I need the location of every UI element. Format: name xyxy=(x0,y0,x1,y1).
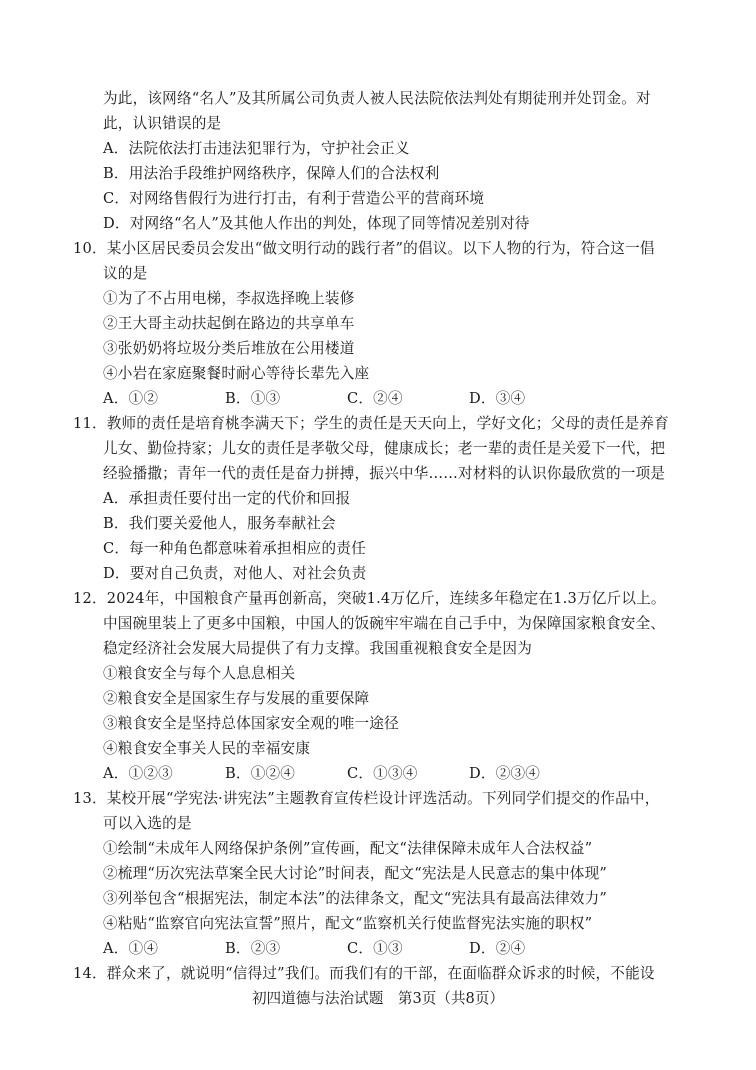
q13-line-1: 13．某校开展“学宪法·讲宪法”主题教育宣传栏设计评选活动。下列同学们提交的作品中， xyxy=(73,790,660,807)
q13-statement-4: ④粘贴“监察官向宪法宣誓”照片，配文“监察机关行使监督宪法实施的职权” xyxy=(103,915,593,932)
q9-line-2: 此，认识错误的是 xyxy=(103,115,222,132)
page-footer: 初四道德与法治试题 第3页（共8页） xyxy=(251,990,505,1007)
q12-statement-1: ①粮食安全与每个人息息相关 xyxy=(103,665,296,682)
q12-statement-3: ③粮食安全是坚持总体国家安全观的唯一途径 xyxy=(103,715,399,732)
q13-option-d: D．②④ xyxy=(469,940,526,957)
q13-option-c: C．①③ xyxy=(347,940,403,957)
q10-line-2: 议的是 xyxy=(103,265,148,282)
q11-option-a: A．承担责任要付出一定的代价和回报 xyxy=(103,490,351,507)
q10-options xyxy=(103,389,591,409)
q10-statement-1: ①为了不占用电梯，李叔选择晚上装修 xyxy=(103,290,355,307)
q9-option-b: B．用法治手段维护网络秩序，保障人们的合法权利 xyxy=(103,165,440,182)
q12-line-3: 稳定经济社会发展大局提供了有力支撑。我国重视粮食安全是因为 xyxy=(103,640,533,657)
q12-statement-2: ②粮食安全是国家生存与发展的重要保障 xyxy=(103,690,370,707)
q13-statement-3: ③列举包含“根据宪法，制定本法”的法律条文，配文“宪法具有最高法律效力” xyxy=(103,890,608,907)
q13-line-2: 可以入选的是 xyxy=(103,815,192,832)
q13-options xyxy=(103,939,591,959)
q10-option-c: C．②④ xyxy=(347,390,403,407)
q11-option-d: D．要对自己负责，对他人、对社会负责 xyxy=(103,565,367,582)
q10-option-b: B．①③ xyxy=(225,390,281,407)
q10-line-1: 10．某小区居民委员会发出“做文明行动的践行者”的倡议。以下人物的行为，符合这一倡 xyxy=(73,240,655,257)
q10-statement-4: ④小岩在家庭聚餐时耐心等待长辈先入座 xyxy=(103,365,370,382)
q13-option-b: B．②③ xyxy=(225,940,281,957)
q13-statement-2: ②梳理“历次宪法草案全民大讨论”时间表，配文“宪法是人民意志的集中体现” xyxy=(103,865,608,882)
q11-option-b: B．我们要关爱他人，服务奉献社会 xyxy=(103,515,336,532)
q12-option-d: D．②③④ xyxy=(469,765,541,782)
q10-option-d: D．③④ xyxy=(469,390,526,407)
q12-line-2: 中国碗里装上了更多中国粮，中国人的饭碗牢牢端在自己手中，为保障国家粮食安全、 xyxy=(103,615,666,632)
q13-statement-1: ①绘制“未成年人网络保护条例”宣传画，配文“法律保障未成年人合法权益” xyxy=(103,840,593,857)
q10-option-a: A．①② xyxy=(103,390,159,407)
q9-option-d: D．对网络“名人”及其他人作出的判处，体现了同等情况差别对待 xyxy=(103,215,530,232)
q12-option-a: A．①②③ xyxy=(103,765,173,782)
q11-option-c: C．每一种角色都意味着承担相应的责任 xyxy=(103,540,366,557)
q11-line-2: 儿女、勤俭持家；儿女的责任是孝敬父母，健康成长；老一辈的责任是关爱下一代，把 xyxy=(103,440,666,457)
q12-statement-4: ④粮食安全事关人民的幸福安康 xyxy=(103,740,311,757)
q12-line-1: 12．2024年，中国粮食产量再创新高，突破1.4万亿斤，连续多年稳定在1.3万亿斤以上。 xyxy=(73,590,666,607)
q10-statement-3: ③张奶奶将垃圾分类后堆放在公用楼道 xyxy=(103,340,355,357)
q12-option-b: B．①②④ xyxy=(225,765,296,782)
q13-option-a: A．①④ xyxy=(103,940,159,957)
q9-option-c: C．对网络售假行为进行打击，有利于营造公平的营商环境 xyxy=(103,190,485,207)
q9-option-a: A．法院依法打击违法犯罪行为，守护社会正义 xyxy=(103,140,410,157)
q14-line-1: 14．群众来了，就说明“信得过”我们。而我们有的干部，在面临群众诉求的时候，不能设 xyxy=(73,965,655,982)
q11-line-3: 经验播撒；青年一代的责任是奋力拼搏，振兴中华……对材料的认识你最欣赏的一项是 xyxy=(103,465,666,482)
q12-option-c: C．①③④ xyxy=(347,765,418,782)
q11-line-1: 11．教师的责任是培育桃李满天下；学生的责任是天天向上，学好文化；父母的责任是养育 xyxy=(73,415,669,432)
q9-line-1: 为此，该网络“名人”及其所属公司负责人被人民法院依法判处有期徒刑并处罚金。对 xyxy=(103,90,651,107)
q10-statement-2: ②王大哥主动扶起倒在路边的共享单车 xyxy=(103,315,355,332)
q12-options xyxy=(103,764,591,784)
